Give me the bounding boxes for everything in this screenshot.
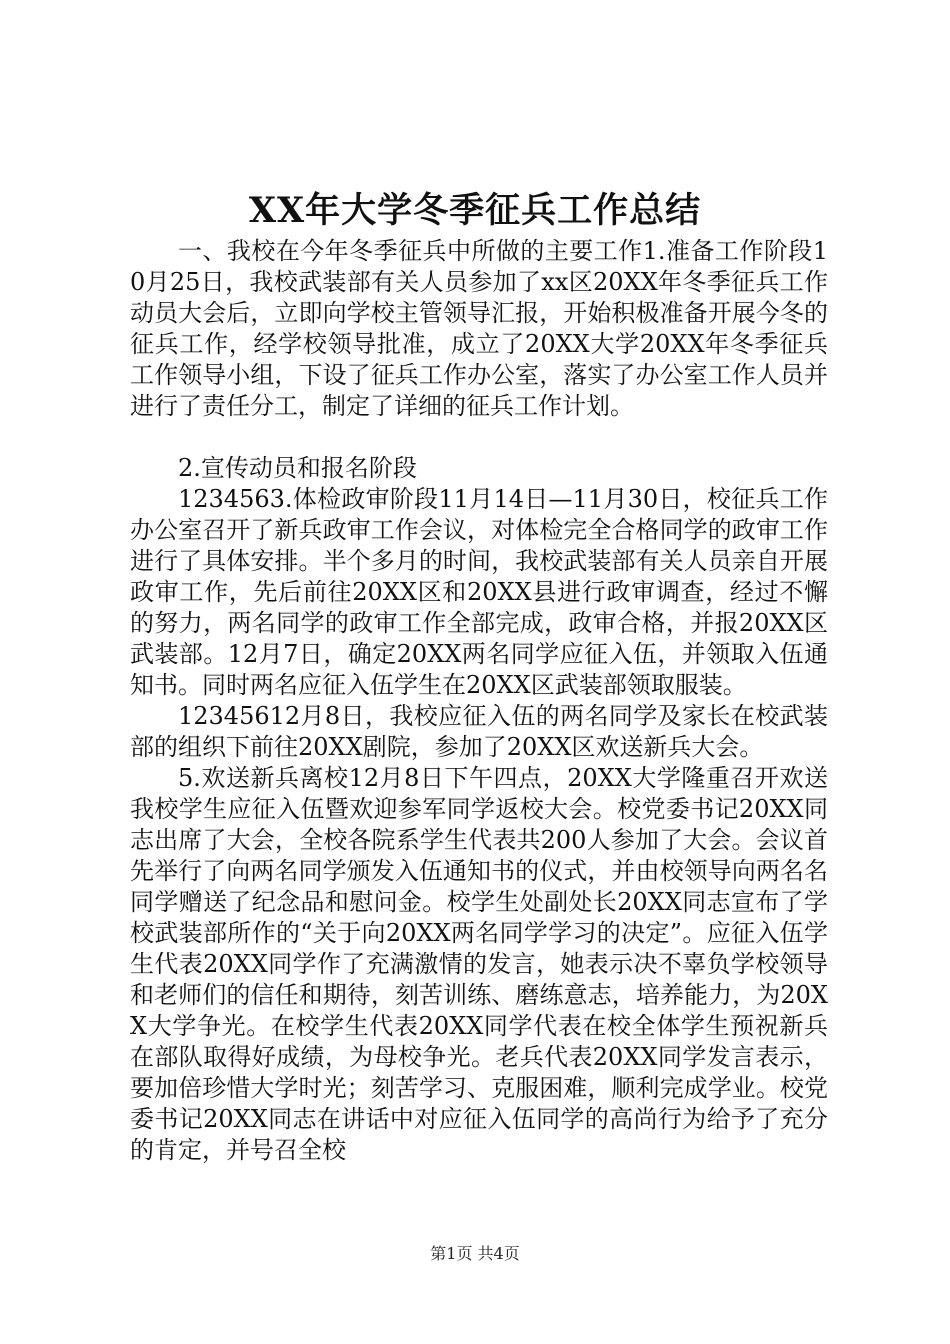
paragraph-publicity: 2.宣传动员和报名阶段 (178, 454, 417, 482)
paragraph-farewell-meeting: 12345612月8日，我校应征入伍的两名同学及家长在校武装部的组织下前往20XX剧院，参加了20XX区欢送新兵大会。 (130, 702, 828, 761)
paragraph-preparation: 一、我校在今年冬季征兵中所做的主要工作1.准备工作阶段10月25日，我校武装部有关人员参加了xx区20XX年冬季征兵工作动员大会后，立即向学校主管领导汇报，开始积极准备开展今冬的征兵工作，经学校领导批准，成立了20XX大学20XX年冬季征兵工作领导小组，下设了征兵工作办公室，落实了办公室工作人员并进行了责任分工，制定了详细的征兵工作计划。 (130, 237, 828, 420)
paragraph-send-off: 5.欢送新兵离校12月8日下午四点，20XX大学隆重召开欢送我校学生应征入伍暨欢迎参军同学返校大会。校党委书记20XX同志出席了大会，全校各院系学生代表共200人参加了大会。会议首先举行了向两名同学颁发入伍通知书的仪式，并由校领导向两名名同学赠送了纪念品和慰问金。校学生处副处长20XX同志宣布了学校武装部所作的“关于向20XX两名同学学习的决定”。应征入伍学生代表20XX同学作了充满激情的发言，她表示决不辜负学校领导和老师们的信任和期待，刻苦训练、磨练意志，培养能力，为20XX大学争光。在校学生代表20XX同学代表在校全体学生预祝新兵在部队取得好成绩，为母校争光。老兵代表20XX同学发言表示，要加倍珍惜大学时光；刻苦学习、克服困难，顺利完成学业。校党委书记20XX同志在讲话中对应征入伍同学的高尚行为给予了充分的肯定，并号召全校 (130, 764, 828, 1164)
paragraph-political-review: 1234563.体检政审阶段11月14日—11月30日，校征兵工作办公室召开了新兵政审工作会议，对体检完全合格同学的政审工作进行了具体安排。半个多月的时间，我校武装部有关人员亲自开展政审工作，先后前往20XX区和20XX县进行政审调查，经过不懈的努力，两名同学的政审工作全部完成，政审合格，并报20XX区武装部。12月7日，确定20XX两名同学应征入伍，并领取入伍通知书。同时两名应征入伍学生在20XX区武装部领取服装。 (130, 485, 828, 699)
document-body (130, 236, 828, 1166)
document-title: XX年大学冬季征兵工作总结 (248, 190, 702, 231)
page-number: 第1页 共4页 (430, 1244, 520, 1263)
